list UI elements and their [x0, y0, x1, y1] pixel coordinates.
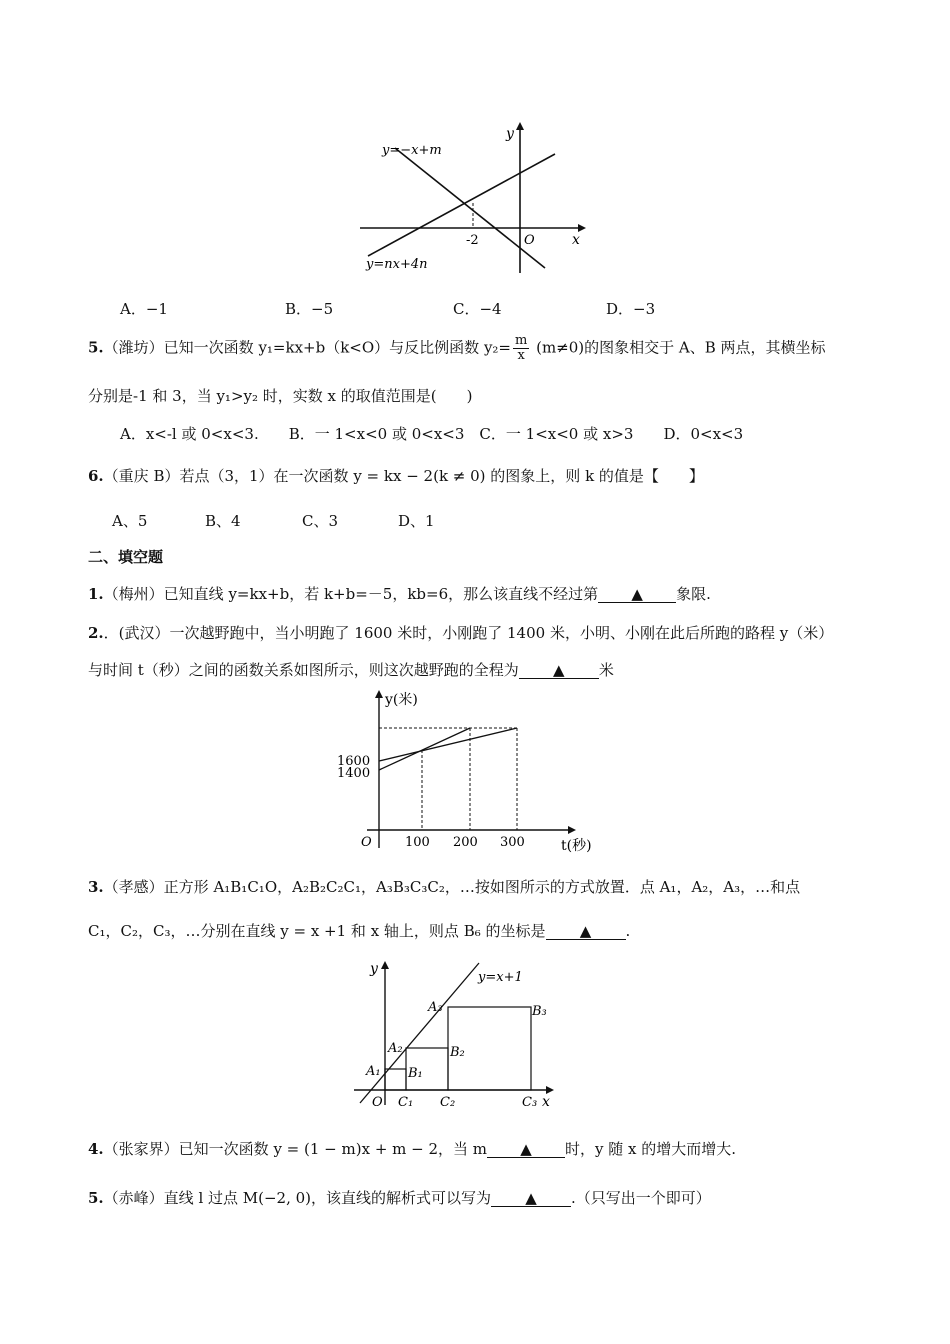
y-tick-1600: 1600 [337, 754, 371, 769]
origin-label: O [524, 233, 535, 248]
q4-option-d: D．−3 [606, 300, 656, 318]
x-tick-200: 200 [453, 835, 478, 850]
line1-label: y=−x+m [382, 143, 442, 158]
q4-option-c: C．−4 [453, 300, 502, 318]
label-a3: A₃ [428, 1000, 443, 1015]
x-axis-label: x [572, 232, 580, 248]
fill-q2-line1: 2.．(武汉）一次越野跑中，当小明跑了 1600 米时，小刚跑了 1400 米，小明、小刚在此后所跑的路程 y（米） [88, 624, 834, 642]
figure-running-graph [335, 688, 615, 860]
q6-option-b: B、4 [205, 512, 241, 530]
figure-squares [352, 955, 567, 1113]
figure-intersecting-lines [360, 118, 600, 278]
fill-q1: 1.（梅州）已知直线 y=kx+b，若 k+b=－5，kb=6，那么该直线不经过第 ▲ 象限. [88, 585, 711, 603]
line2-label: y=nx+4n [366, 257, 428, 272]
fill-q3-line2: C₁，C₂，C₃，…分别在直线 y = x +1 和 x 轴上，则点 B₆ 的坐标是 ▲ . [88, 922, 631, 940]
origin-label: O [372, 1095, 383, 1110]
label-a2: A₂ [388, 1041, 403, 1056]
fill-q4: 4.（张家界）已知一次函数 y = (1 − m)x + m − 2，当 m ▲ 时，y 随 x 的增大而增大. [88, 1140, 737, 1158]
label-a1: A₁ [366, 1064, 381, 1079]
label-c1: C₁ [398, 1095, 414, 1110]
x-axis-label: t(秒) [561, 838, 592, 854]
q6-option-a: A、5 [112, 512, 148, 530]
fill-q2-line2: 与时间 t（秒）之间的函数关系如图所示，则这次越野跑的全程为 ▲ 米 [88, 661, 614, 679]
q4-option-a: A．−1 [120, 300, 168, 318]
q5-options: A．x<-l 或 0<x<3. B．一 1<x<0 或 0<x<3 C．一 1<x<0 或 x>3 D．0<x<3 [120, 425, 744, 443]
q4-option-b: B．−5 [285, 300, 334, 318]
q6-question: 6.（重庆 B）若点（3，1）在一次函数 y = kx − 2(k ≠ 0) 的图象上，则 k 的值是【 】 [88, 467, 704, 485]
x-tick-300: 300 [500, 835, 525, 850]
x-tick-100: 100 [405, 835, 430, 850]
q5-line1: 5.（潍坊）已知一次函数 y₁=kx+b（k<O）与反比例函数 y₂= $\frac{m}{x}$ (m≠0)的图象相交于 A、B 两点，其横坐标 [88, 333, 826, 363]
fraction: $\frac{m}{x}$ [515, 333, 528, 363]
line-label: y=x+1 [478, 970, 523, 985]
y-axis-label: y [506, 126, 514, 142]
origin-label: O [361, 835, 372, 850]
fill-q3-line1: 3.（孝感）正方形 A₁B₁C₁O，A₂B₂C₂C₁，A₃B₃C₃C₂，…按如图所示的方式放置．点 A₁，A₂，A₃，…和点 [88, 878, 801, 896]
section-title: 二、填空题 [88, 548, 164, 566]
y-axis-label: y [370, 961, 378, 977]
q6-option-d: D、1 [398, 512, 435, 530]
label-b3: B₃ [532, 1004, 547, 1019]
y-tick-1400: 1400 [337, 766, 371, 781]
label-b1: B₁ [408, 1066, 423, 1081]
fill-q5: 5.（赤峰）直线 l 过点 M(−2, 0)，该直线的解析式可以写为 ▲ .（只写出一个即可） [88, 1189, 711, 1207]
y-axis-label: y(米) [385, 692, 418, 708]
x-axis-label: x [542, 1094, 550, 1110]
q6-option-c: C、3 [302, 512, 339, 530]
label-b2: B₂ [450, 1045, 465, 1060]
label-c3: C₃ [522, 1095, 538, 1110]
q5-line2: 分别是-1 和 3，当 y₁>y₂ 时，实数 x 的取值范围是( ) [88, 387, 473, 405]
tick-label: -2 [466, 233, 479, 248]
label-c2: C₂ [440, 1095, 456, 1110]
